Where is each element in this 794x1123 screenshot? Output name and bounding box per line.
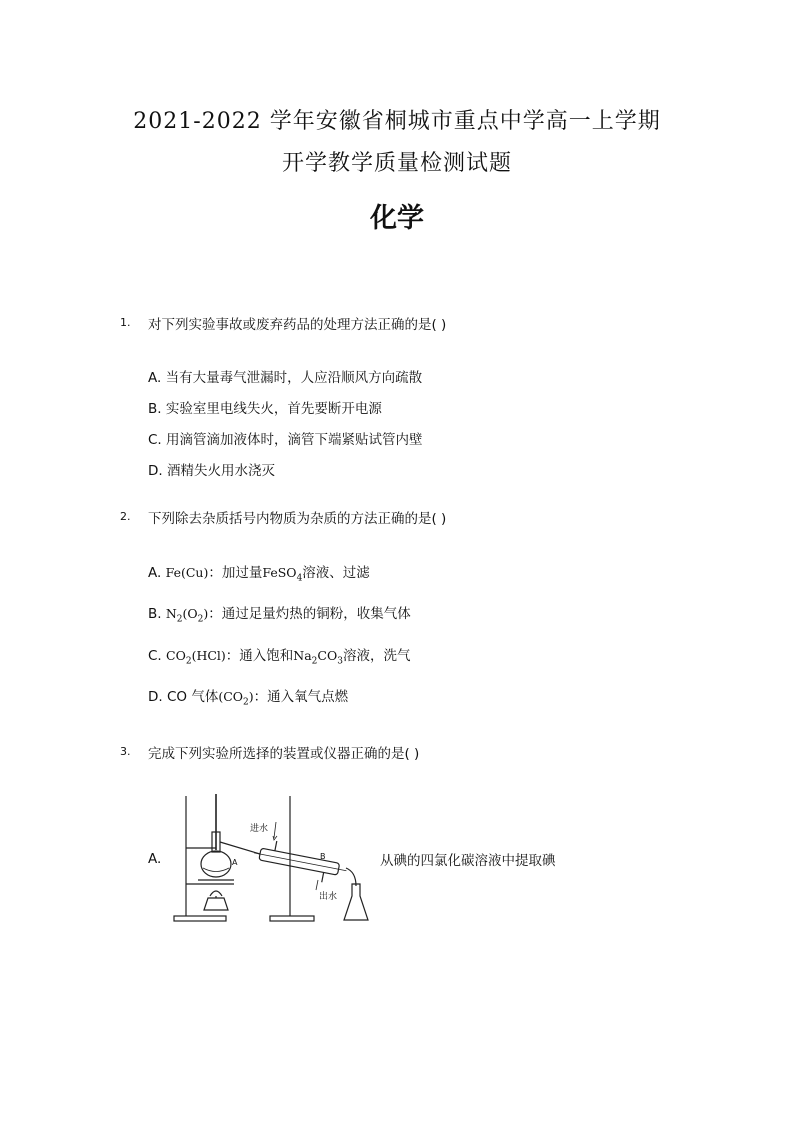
option-a (148, 561, 370, 584)
question-number: 3. (120, 745, 131, 758)
option-a (148, 366, 422, 386)
option-d (148, 685, 348, 708)
flask-liquid (203, 868, 229, 872)
stem-text: 下列除去杂质括号内物质为杂质的方法正确的是 (148, 511, 432, 527)
question-number: 2. (120, 510, 131, 523)
answer-paren: ( ) (431, 317, 447, 333)
option-c (148, 428, 423, 448)
subscript: 4 (296, 573, 303, 584)
option-a-description: 从碘的四氯化碳溶液中提取碘 (380, 853, 556, 869)
question-stem (148, 313, 446, 333)
mark-a: A (232, 858, 238, 867)
subscript: 2 (185, 656, 192, 667)
title-line-2: 开学教学质量检测试题 (281, 151, 512, 176)
side-arm (220, 842, 260, 854)
option-label: A. (148, 370, 162, 386)
formula (165, 606, 209, 625)
formula-text: (O (182, 606, 198, 621)
option-a-label: A. (148, 851, 162, 867)
stem-text: 完成下列实验所选择的装置或仪器正确的是 (148, 746, 405, 762)
stand-base (174, 916, 226, 921)
question-stem (148, 742, 419, 762)
subject-title: 化学 (370, 203, 424, 234)
formula-text: ) (203, 606, 209, 621)
formula-text: Fe(Cu) (165, 565, 209, 580)
option-label: C. (148, 648, 162, 664)
arrow-water-out (316, 880, 318, 890)
title-line-1: 2021-2022 学年安徽省桐城市重点中学高一上学期 (133, 109, 661, 134)
option-d (148, 459, 275, 479)
alcohol-lamp (204, 898, 228, 910)
option-text: ：通入氧气点燃 (253, 689, 349, 705)
option-text: 当有大量毒气泄漏时，人应沿顺风方向疏散 (165, 370, 423, 386)
condenser (251, 837, 349, 886)
formula-text: (HCl) (191, 648, 226, 663)
option-label: B. (148, 401, 162, 417)
formula-text: FeSO (262, 565, 297, 580)
formula (262, 565, 303, 584)
option-c (148, 644, 410, 667)
option-text: ：通入饱和 (225, 648, 294, 664)
water-out-label: 出水 (319, 892, 338, 902)
answer-paren: ( ) (404, 746, 420, 762)
answer-paren: ( ) (431, 511, 447, 527)
formula-text: CO (317, 648, 338, 663)
formula-text: (CO (218, 689, 244, 704)
option-label: B. (148, 606, 162, 622)
option-label: A. (148, 565, 162, 581)
option-text: 用滴管滴加液体时，滴管下端紧贴试管内壁 (166, 432, 423, 448)
subscript: 3 (337, 656, 343, 667)
stand-base-right (270, 916, 314, 921)
option-text: 溶液，洗气 (342, 648, 411, 664)
arrow-water-in (274, 822, 276, 838)
subscript: 2 (176, 614, 183, 625)
option-text: ：加过量 (208, 565, 263, 581)
option-text: 溶液、过滤 (302, 565, 370, 581)
subscript: 2 (311, 656, 318, 667)
formula-text: N (165, 606, 177, 621)
arrow-head (273, 836, 277, 840)
option-text: CO 气体 (166, 689, 219, 705)
subscript: 2 (243, 697, 249, 708)
subscript: 2 (197, 614, 204, 625)
option-b (148, 602, 411, 625)
adapter (346, 868, 356, 886)
option-text: 酒精失火用水浇灭 (166, 463, 275, 479)
formula-text: Na (293, 648, 312, 663)
option-label: D. (148, 689, 163, 705)
water-in-label: 进水 (250, 824, 269, 834)
option-b (148, 397, 382, 417)
formula-text: CO (166, 648, 186, 663)
distillation-apparatus-diagram (170, 792, 370, 928)
question-number: 1. (120, 316, 131, 329)
option-text: ：通过足量灼热的铜粉，收集气体 (208, 606, 411, 622)
option-label: D. (148, 463, 163, 479)
distilling-flask (201, 851, 231, 877)
formula-text: ) (248, 689, 254, 704)
stem-text: 对下列实验事故或废弃药品的处理方法正确的是 (148, 317, 432, 333)
option-label: C. (148, 432, 162, 448)
formula (166, 565, 209, 580)
question-stem (148, 507, 446, 527)
formula (218, 689, 254, 708)
mark-b: B (320, 852, 326, 861)
formula (293, 648, 343, 667)
formula (166, 648, 226, 667)
receiving-flask (344, 884, 368, 920)
option-text: 实验室里电线失火，首先要断开电源 (165, 401, 382, 417)
flame (210, 891, 222, 896)
